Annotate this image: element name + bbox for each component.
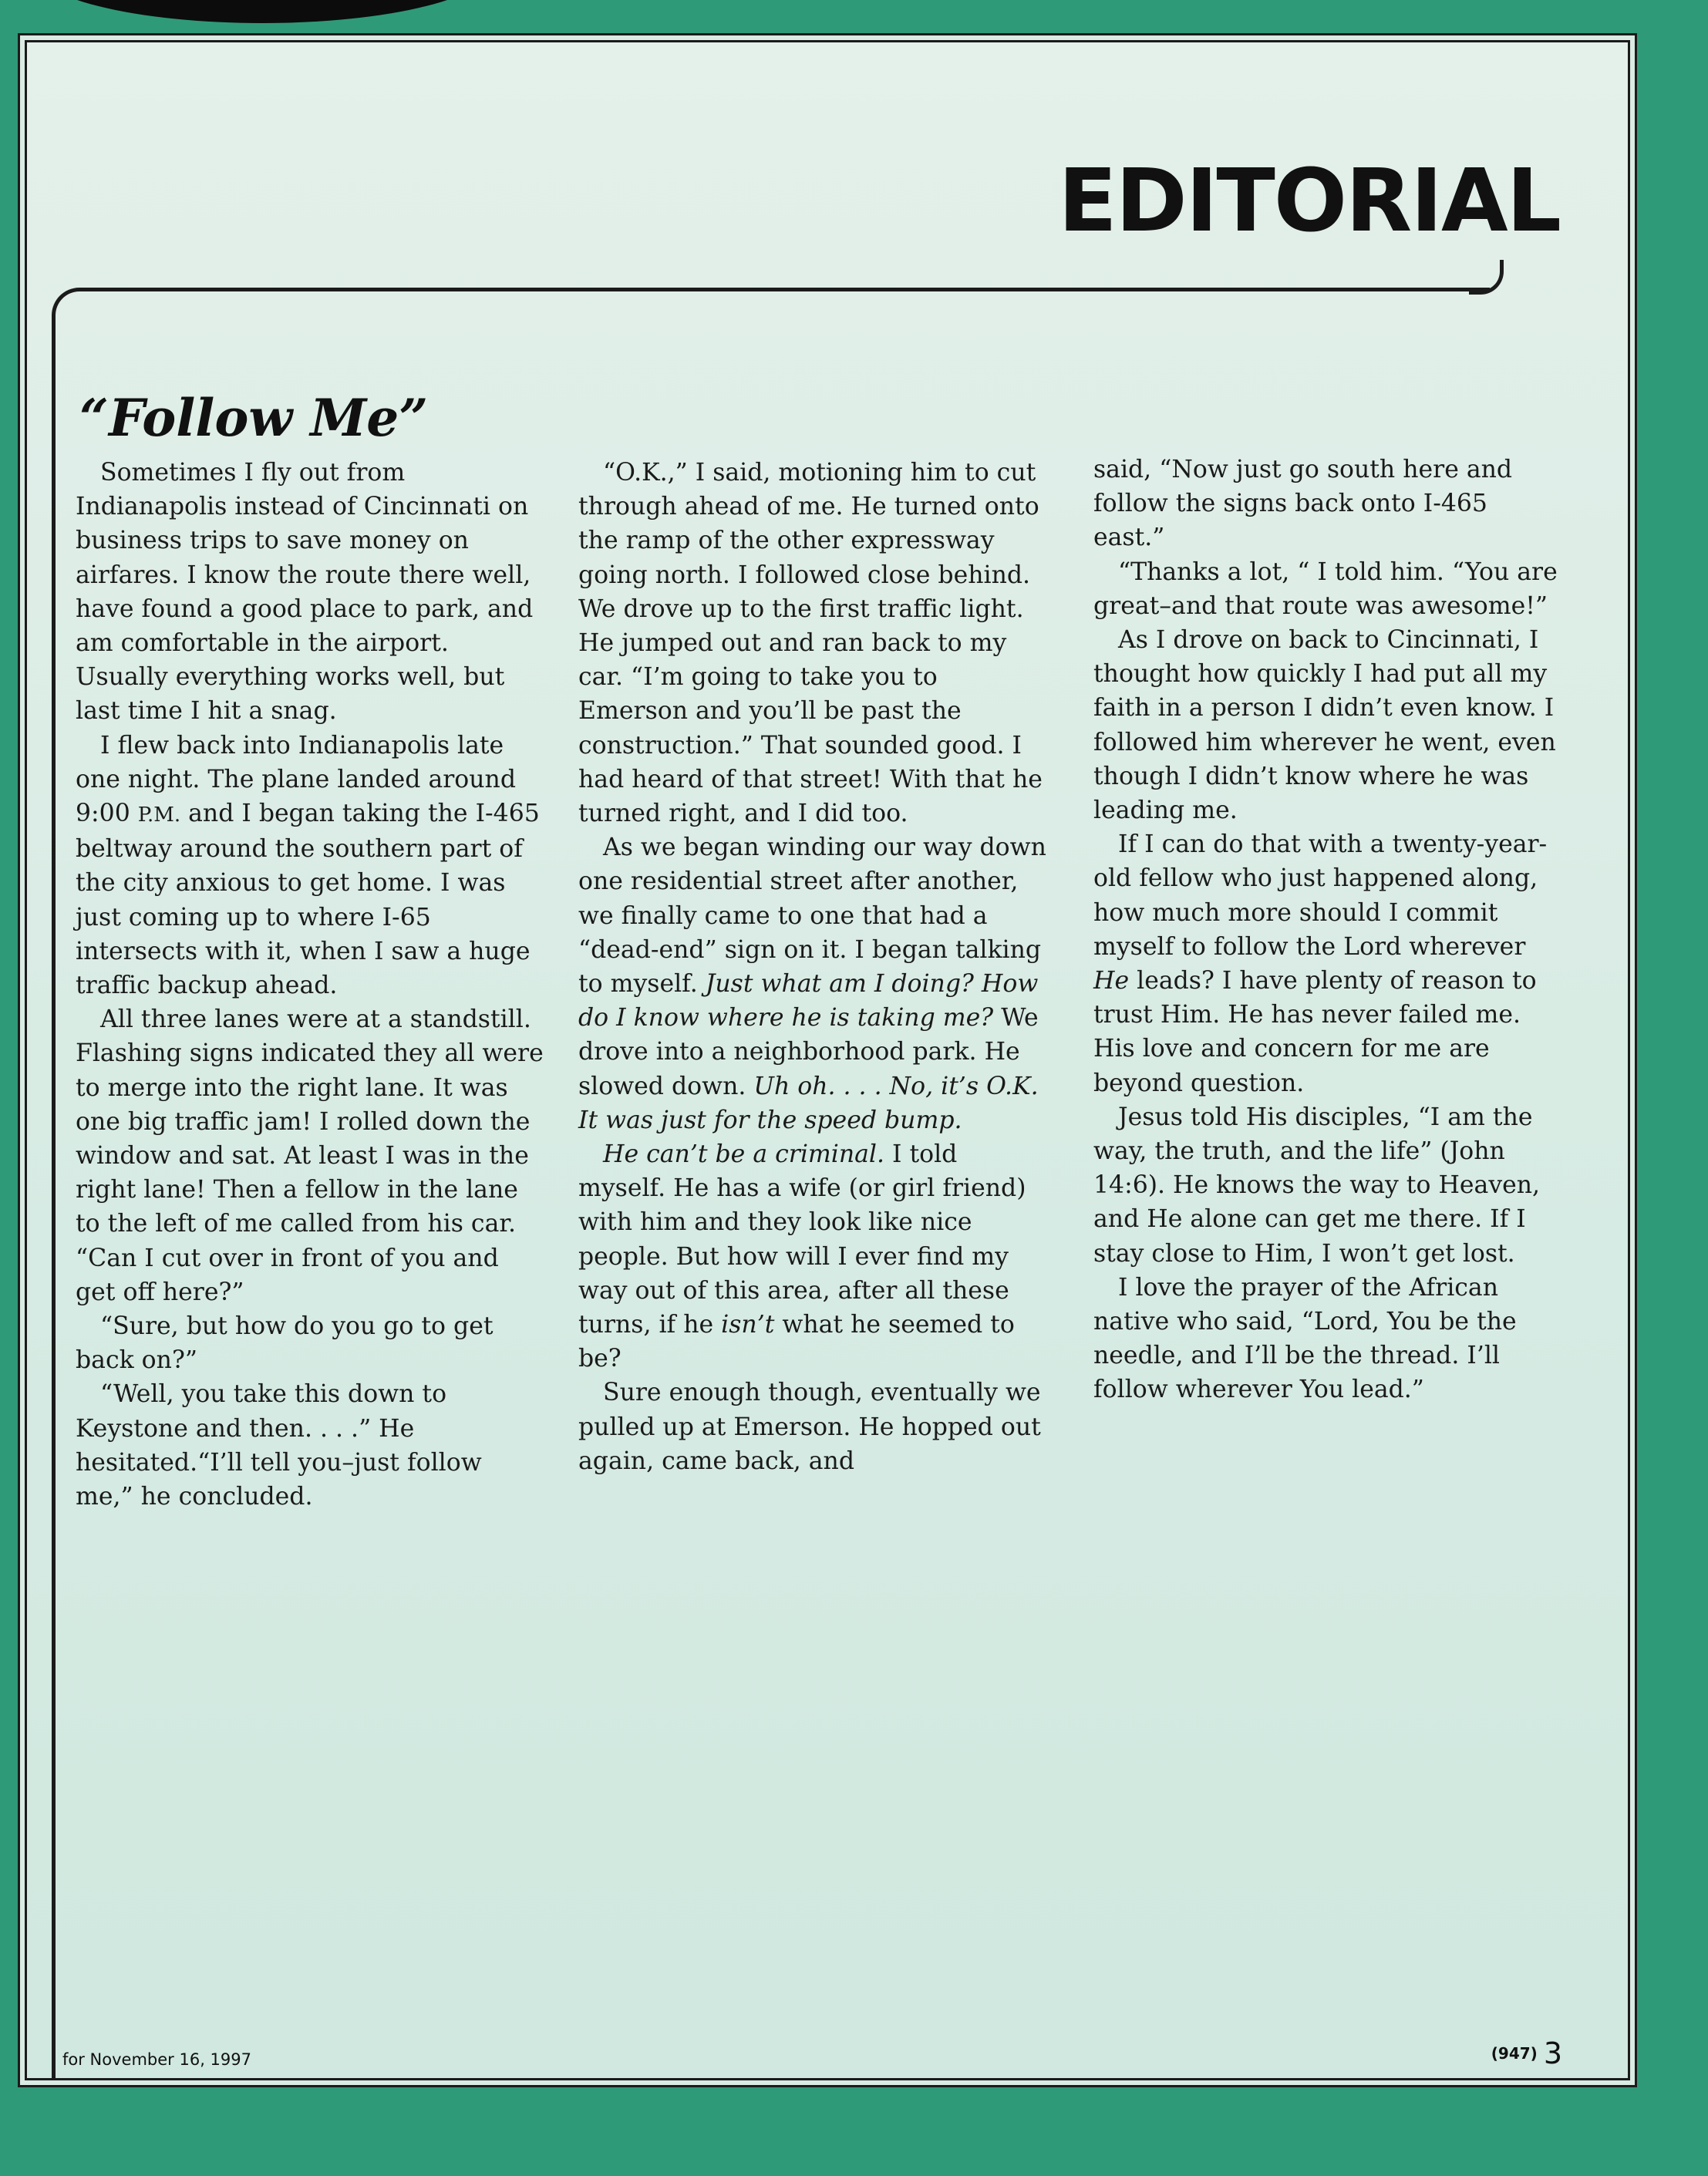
paragraph: “Sure, but how do you go to get back on?” — [76, 1312, 494, 1375]
article-title: “Follow Me” — [79, 388, 429, 448]
page-number: 3 — [1543, 2036, 1562, 2070]
magazine-page — [25, 40, 1630, 2080]
article-column-1 — [76, 456, 546, 1514]
paragraph: said, “Now just go south here and follow the signs back onto I-465 east.” — [1093, 456, 1513, 552]
paragraph: I love the prayer of the African native who said, “Lord, You be the needle, and I’ll be the thread. I’ll follow wherever You lead.” — [1093, 1273, 1517, 1404]
paragraph: “O.K.,” I said, motioning him to cut through ahead of me. He turned onto the ramp of the other expressway going north. I followed close behind. We drove up to the first traffic light. He jumped out and ran back to my car. “I’m going to take you to Emerson and you’ll be past the construction.” That sounded good. I had heard of that street! With that he turned right, and I did too. — [578, 459, 1043, 828]
article-column-2 — [578, 456, 1049, 1478]
paragraph: “Well, you take this down to Keystone and then. . . .” He hesitated.“I’ll tell you–just follow me,” he concluded. — [76, 1380, 482, 1511]
paragraph: As I drove on back to Cincinnati, I thought how quickly I had put all my faith in a person I didn’t even know. I followed him wherever he went, even though I didn’t know where he was leading me. — [1093, 626, 1556, 825]
issue-date: for November 16, 1997 — [62, 2050, 251, 2069]
paragraph: He can’t be a criminal. I told myself. He has a wife (or girl friend) with him and they look like nice people. But how will I ever find my way out of this area, after all these turns, if he isn’t what he seemed to be? — [578, 1140, 1026, 1373]
article-column-3 — [1093, 453, 1564, 1407]
paragraph: “Thanks a lot, “ I told him. “You are great–and that route was awesome!” — [1093, 557, 1558, 620]
paragraph: All three lanes were at a standstill. Flashing signs indicated they all were to merge into the right lane. It was one big traffic jam! I rolled down the window and sat. At least I was in the right lane! Then a fellow in the lane to the left of me called from his car. “Can I cut over in front of you and get off here?” — [76, 1005, 544, 1306]
paragraph: If I can do that with a twenty-year-old fellow who just happened along, how much more should I commit myself to follow the Lord wherever He leads? I have plenty of reason to trust Him. He has never failed me. His love and concern for me are beyond question. — [1093, 830, 1548, 1097]
paragraph: Sure enough though, eventually we pulled up at Emerson. He hopped out again, came back, and — [578, 1379, 1041, 1475]
page-number-block — [1491, 2036, 1562, 2070]
paragraph: Jesus told His disciples, “I am the way, the truth, and the life” (John 14:6). He knows the way to Heaven, and He alone can get me there. If I stay close to Him, I won’t get lost. — [1093, 1103, 1541, 1268]
paragraph: As we began winding our way down one residential street after another, we finally came to one that had a “dead-end” sign on it. I began talking to myself. Just what am I doing? How do I know where he is taking me? We drove into a neighborhood park. He slowed down. Uh oh. . . . No, it’s O.K. It was just for the speed bump. — [578, 834, 1046, 1134]
paragraph: I flew back into Indianapolis late one night. The plane landed around 9:00 P.M. and I began taking the I-465 beltway around the southern part of the city anxious to get home. I was just coming up to where I-65 intersects with it, when I saw a huge traffic backup ahead. — [76, 731, 540, 1000]
paragraph: Sometimes I fly out from Indianapolis instead of Cincinnati on business trips to save money on airfares. I know the route there well, have found a good place to park, and am comfortable in the airport. Usually everything works well, but last time I hit a snag. — [76, 459, 534, 726]
page-code: (947) — [1491, 2044, 1538, 2063]
camera-shadow — [31, 0, 494, 23]
masthead-editorial: EDITORIAL — [1058, 151, 1560, 251]
